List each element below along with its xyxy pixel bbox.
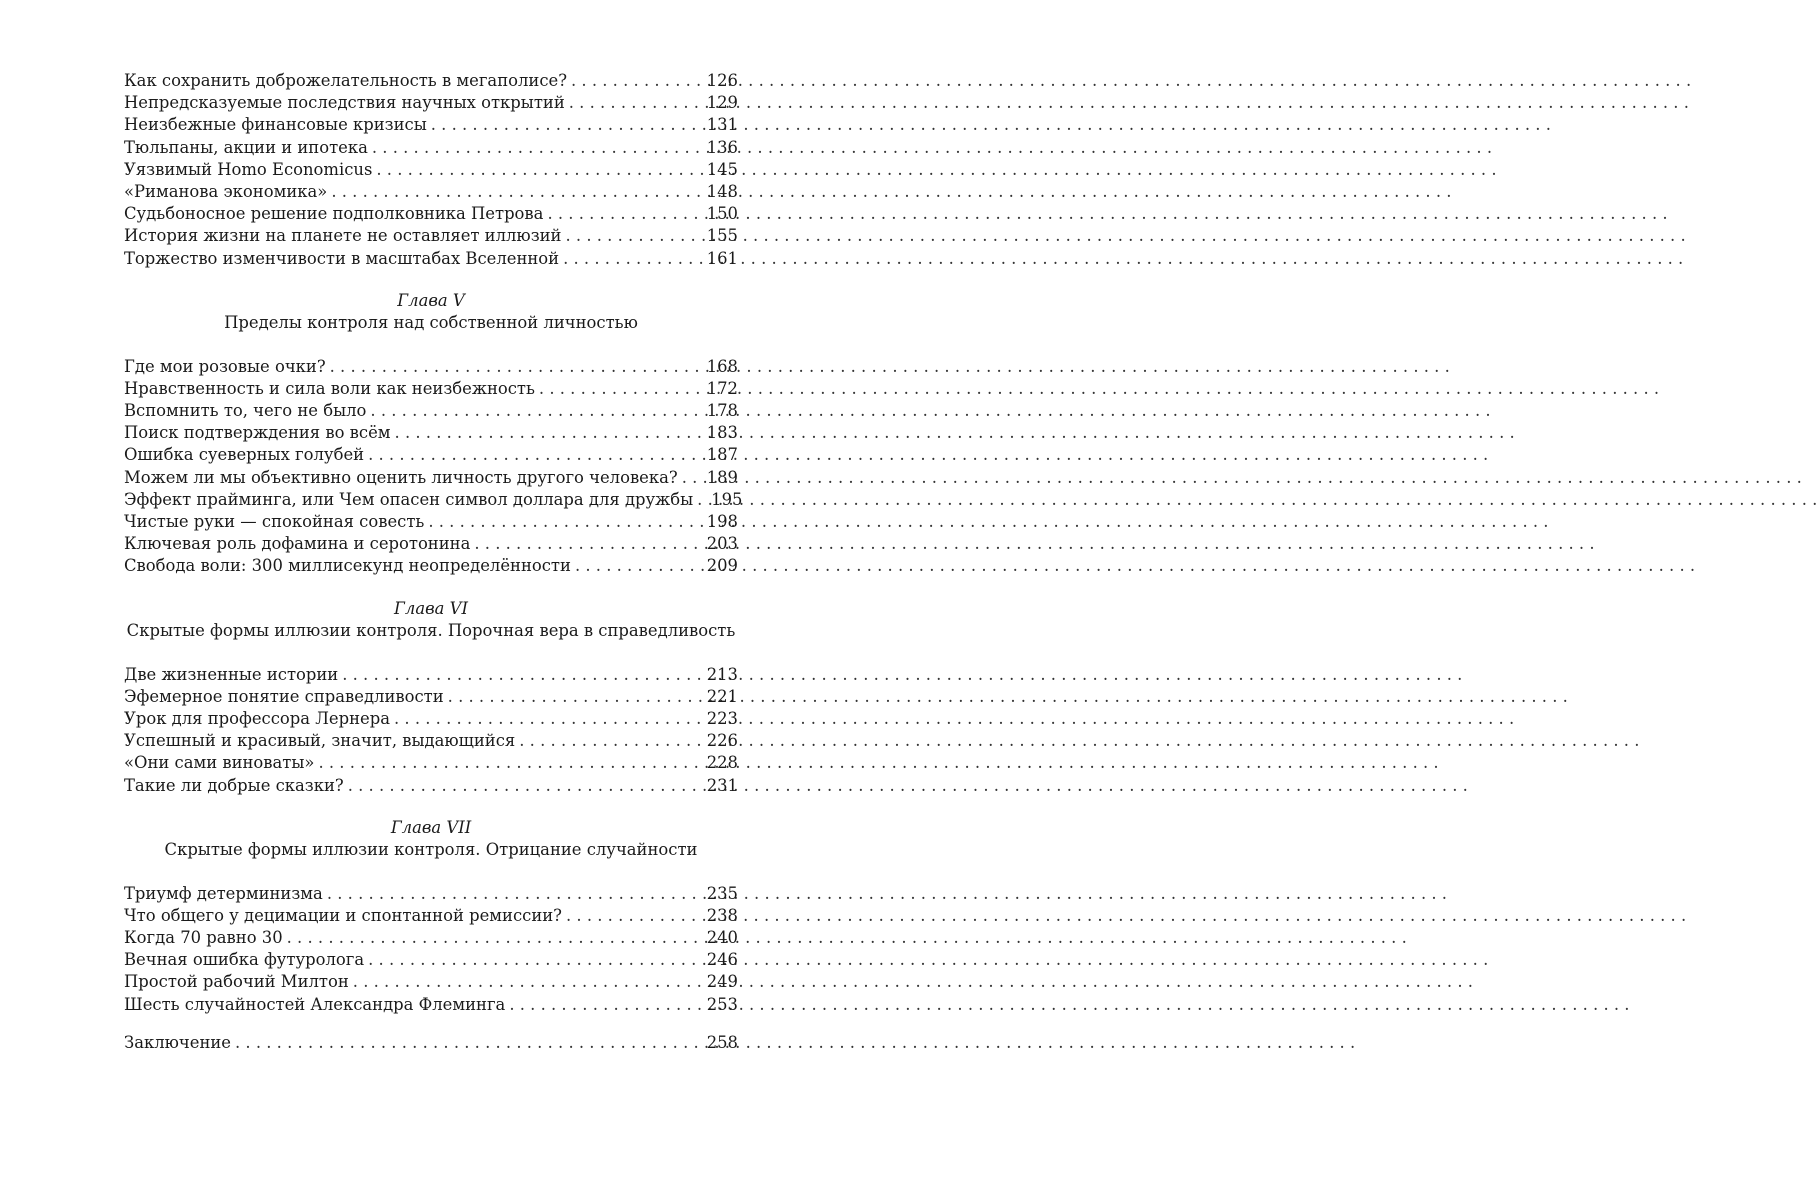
toc-entry-page: 213 [706, 664, 738, 684]
toc-leader-dots [563, 248, 703, 270]
toc-entry-page: 145 [706, 159, 738, 179]
toc-entry [124, 70, 738, 92]
toc-entry-page: 226 [706, 731, 738, 751]
toc-leader-dots [370, 400, 702, 422]
toc-entry-title: Неизбежные финансовые кризисы [124, 115, 427, 135]
toc-entry-page: 240 [706, 928, 738, 948]
toc-entry [124, 356, 738, 378]
toc-leader-dots [287, 927, 703, 949]
toc-entry-page: 148 [706, 181, 738, 201]
toc-entry-page: 187 [706, 445, 738, 465]
toc-leader-dots [682, 467, 703, 489]
toc-entry-title: Две жизненные истории [124, 664, 339, 684]
toc-entry-page: 246 [706, 950, 738, 970]
toc-entry-title: Такие ли добрые сказки? [124, 775, 344, 795]
toc-leader-dots [327, 883, 703, 905]
toc-leader-dots [348, 775, 703, 797]
toc-entry [124, 444, 738, 466]
toc-entry-page: 126 [706, 71, 738, 90]
toc-entry-title: Эфемерное понятие справедливости [124, 686, 444, 706]
toc-leader-dots [571, 70, 703, 92]
toc-entry-title: Шесть случайностей Александра Флеминга [124, 994, 506, 1014]
toc-entry-page: 178 [706, 401, 738, 421]
toc-leader-dots [697, 489, 707, 511]
toc-entry-title: Успешный и красивый, значит, выдающийся [124, 731, 516, 751]
toc-entry-title: Заключение [124, 1032, 231, 1052]
chapter-vi-entries [124, 664, 738, 797]
toc-entry [124, 752, 738, 774]
toc-entry [124, 971, 738, 993]
chapter-v-entries [124, 356, 743, 578]
toc-leader-dots [519, 730, 702, 752]
toc-entry-page: 238 [706, 905, 738, 925]
toc-entry-title: Судьбоносное решение подполковника Петрова [124, 204, 544, 224]
toc-leader-dots [330, 356, 703, 378]
toc-entry [124, 137, 738, 159]
chapter-vii-entries [124, 883, 738, 1016]
toc-entry [124, 533, 738, 555]
chapter-label: Глава V [397, 290, 465, 310]
toc-entry-title: Когда 70 равно 30 [124, 928, 283, 948]
chapter-label: Глава VI [394, 598, 468, 618]
toc-entry [124, 92, 738, 114]
section-iv-entries [124, 70, 738, 270]
chapter-heading [124, 598, 738, 642]
toc-entry-title: Свобода воли: 300 миллисекунд неопределённости [124, 556, 571, 576]
toc-entry-title: Нравственность и сила воли как неизбежность [124, 378, 535, 398]
toc-entry-page: 253 [706, 994, 738, 1014]
toc-leader-dots [565, 225, 702, 247]
chapter-heading [124, 290, 738, 334]
toc-entry [124, 994, 738, 1016]
toc-entry-title: Триумф детерминизма [124, 883, 323, 903]
toc-entry [124, 378, 738, 400]
toc-entry-title: Вечная ошибка футуролога [124, 950, 365, 970]
toc-entry [124, 708, 738, 730]
toc-entry-title: Где мои розовые очки? [124, 356, 326, 376]
toc-entry-title: Урок для профессора Лернера [124, 708, 390, 728]
chapter-title: Скрытые формы иллюзии контроля. Отрицание случайности [164, 839, 698, 859]
toc-entry-title: История жизни на планете не оставляет иллюзий [124, 226, 562, 246]
toc-entry-page: 161 [706, 248, 738, 268]
toc-leader-dots [353, 971, 703, 993]
toc-entry-title: «Риманова экономика» [124, 181, 328, 201]
toc-entry-page: 183 [706, 423, 738, 443]
toc-leader-dots [331, 181, 702, 203]
toc-leader-dots [368, 949, 703, 971]
toc-entry-page: 221 [706, 686, 738, 706]
toc-entry [124, 511, 738, 533]
toc-entry-page: 258 [706, 1032, 738, 1052]
toc-leader-dots [235, 1032, 703, 1054]
toc-entry-page: 249 [706, 972, 738, 992]
toc-entry [124, 905, 738, 927]
toc-entry-title: Поиск подтверждения во всём [124, 423, 391, 443]
toc-entry-title: Что общего у децимации и спонтанной ремиссии? [124, 905, 562, 925]
toc-entry [124, 159, 738, 181]
toc-entry [124, 555, 738, 577]
toc-entry [124, 467, 738, 489]
toc-entry [124, 775, 738, 797]
chapter-title: Пределы контроля над собственной личностью [224, 312, 638, 332]
toc-entry [124, 927, 738, 949]
toc-entry [124, 181, 738, 203]
toc-entry-page: 231 [706, 775, 738, 795]
toc-entry-title: Эффект прайминга, или Чем опасен символ доллара для дружбы [124, 489, 694, 509]
toc-leader-dots [575, 555, 703, 577]
toc-entry-title: Можем ли мы объективно оценить личность другого человека? [124, 467, 678, 487]
toc-entry-page: 223 [706, 708, 738, 728]
toc-entry [124, 114, 738, 136]
toc-leader-dots [394, 708, 703, 730]
toc-entry [124, 949, 738, 971]
toc-entry-page: 228 [706, 753, 738, 773]
toc-entry-title: Уязвимый Homo Economicus [124, 159, 373, 179]
toc-entry-page: 129 [706, 93, 738, 113]
toc-entry-page: 203 [706, 534, 738, 554]
toc-entry [124, 400, 738, 422]
toc-entry-page: 235 [706, 883, 738, 903]
table-of-contents [124, 70, 743, 1054]
toc-entry-page: 136 [706, 137, 738, 157]
toc-entry-title: Простой рабочий Милтон [124, 972, 349, 992]
toc-entry [124, 422, 738, 444]
toc-entry [124, 686, 738, 708]
toc-leader-dots [342, 664, 702, 686]
toc-leader-dots [448, 686, 703, 708]
toc-entry-page: 189 [706, 467, 738, 487]
toc-entry [124, 664, 738, 686]
toc-entry-title: Ключевая роль дофамина и серотонина [124, 534, 471, 554]
toc-entry-page: 198 [706, 512, 738, 531]
toc-entry-title: Вспомнить то, чего не было [124, 401, 367, 421]
toc-leader-dots [509, 994, 702, 1016]
toc-entry-title: Тюльпаны, акции и ипотека [124, 137, 368, 157]
toc-entry [124, 225, 738, 247]
toc-entry-page: 155 [706, 226, 738, 246]
toc-entry-page: 209 [706, 556, 738, 576]
toc-leader-dots [368, 444, 703, 466]
chapter-heading [124, 817, 738, 861]
toc-entry-title: Непредсказуемые последствия научных открытий [124, 93, 565, 113]
toc-leader-dots [566, 905, 703, 927]
toc-leader-dots [395, 422, 703, 444]
chapter-title: Скрытые формы иллюзии контроля. Порочная вера в справедливость [126, 620, 736, 640]
toc-leader-dots [428, 511, 702, 533]
toc-entry [124, 883, 738, 905]
toc-entry [124, 489, 743, 511]
toc-entry [124, 730, 738, 752]
toc-entry-title: «Они сами виноваты» [124, 753, 315, 773]
toc-entry-page: 150 [706, 204, 738, 224]
toc-entry [124, 203, 738, 225]
toc-entry-title: Как сохранить доброжелательность в мегаполисе? [124, 71, 567, 90]
toc-entry-page: 172 [706, 378, 738, 398]
toc-leader-dots [539, 378, 703, 400]
toc-leader-dots [318, 752, 702, 774]
toc-leader-dots [474, 533, 702, 555]
toc-leader-dots [547, 203, 702, 225]
toc-entry-page: 168 [706, 356, 738, 376]
toc-entry-title: Чистые руки — спокойная совесть [124, 512, 425, 531]
toc-entry-page: 195 [711, 489, 743, 509]
toc-entry [124, 248, 738, 270]
chapter-label: Глава VII [390, 817, 472, 837]
toc-leader-dots [431, 114, 703, 136]
toc-entry-page: 131 [706, 115, 738, 135]
toc-leader-dots [569, 92, 703, 114]
toc-entry-title: Торжество изменчивости в масштабах Вселенной [124, 248, 560, 268]
toc-entry-title: Ошибка суеверных голубей [124, 445, 365, 465]
toc-leader-dots [372, 137, 703, 159]
toc-leader-dots [376, 159, 702, 181]
toc-entry-conclusion [124, 1032, 738, 1054]
